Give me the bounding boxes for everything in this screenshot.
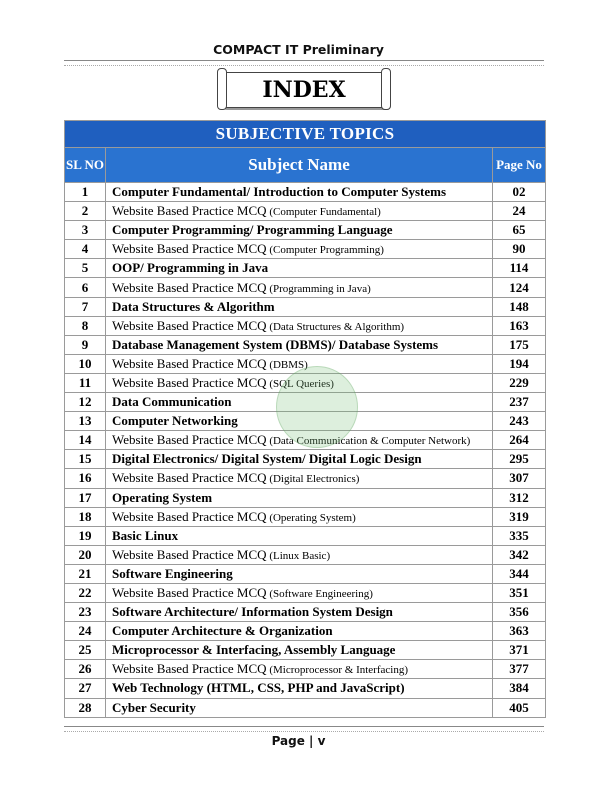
subject-title: Digital Electronics/ Digital System/ Digital Logic Design bbox=[112, 451, 422, 467]
subject-name bbox=[106, 316, 493, 335]
subject-title: Website Based Practice MCQ bbox=[112, 470, 267, 486]
subject-note: (Data Communication & Computer Network) bbox=[266, 435, 471, 448]
subject-title: Computer Networking bbox=[112, 413, 238, 429]
page-number-cell: 319 bbox=[493, 507, 546, 526]
page-number-cell: 363 bbox=[493, 622, 546, 641]
subject-title: Website Based Practice MCQ bbox=[112, 508, 267, 524]
page-number-cell: 02 bbox=[493, 183, 546, 202]
table-row bbox=[65, 698, 546, 717]
subject-title: Data Communication bbox=[112, 394, 232, 410]
subject-name bbox=[106, 450, 493, 469]
table-row bbox=[65, 183, 546, 202]
page-number-cell: 229 bbox=[493, 373, 546, 392]
document-header: COMPACT IT Preliminary bbox=[213, 42, 384, 57]
row-number: 25 bbox=[65, 641, 106, 660]
row-number: 27 bbox=[65, 679, 106, 698]
subject-name bbox=[106, 202, 493, 221]
row-number: 18 bbox=[65, 507, 106, 526]
subject-title: Computer Programming/ Programming Language bbox=[112, 222, 393, 238]
header-divider bbox=[64, 60, 544, 66]
subject-title: Data Structures & Algorithm bbox=[112, 298, 275, 314]
table-row bbox=[65, 240, 546, 259]
subject-title: Web Technology (HTML, CSS, PHP and JavaScript) bbox=[112, 680, 405, 696]
table-row bbox=[65, 278, 546, 297]
table-body bbox=[65, 183, 546, 718]
subject-name bbox=[106, 335, 493, 354]
subject-note: (SQL Queries) bbox=[266, 377, 334, 390]
page-number-cell: 295 bbox=[493, 450, 546, 469]
page-number-cell: 90 bbox=[493, 240, 546, 259]
row-number: 22 bbox=[65, 583, 106, 602]
page-number-cell: 384 bbox=[493, 679, 546, 698]
subject-title: Computer Fundamental/ Introduction to Computer Systems bbox=[112, 184, 447, 200]
row-number: 6 bbox=[65, 278, 106, 297]
row-number: 5 bbox=[65, 259, 106, 278]
index-title: INDEX bbox=[262, 77, 346, 103]
subject-note: (Digital Electronics) bbox=[266, 473, 360, 486]
page-number-cell: 344 bbox=[493, 564, 546, 583]
subject-title: Software Architecture/ Information System Design bbox=[112, 604, 393, 620]
page-number: Page | v bbox=[271, 734, 326, 748]
table-header-row bbox=[65, 148, 546, 183]
subject-name bbox=[106, 354, 493, 373]
row-number: 17 bbox=[65, 488, 106, 507]
row-number: 2 bbox=[65, 202, 106, 221]
subject-title: Cyber Security bbox=[112, 699, 196, 715]
index-banner bbox=[221, 68, 387, 110]
subject-title: Computer Architecture & Organization bbox=[112, 623, 333, 639]
subject-title: Operating System bbox=[112, 489, 213, 505]
row-number: 8 bbox=[65, 316, 106, 335]
page-number-cell: 243 bbox=[493, 412, 546, 431]
row-number: 10 bbox=[65, 354, 106, 373]
subject-name bbox=[106, 183, 493, 202]
page-number-cell: 356 bbox=[493, 603, 546, 622]
subject-title: Website Based Practice MCQ bbox=[112, 203, 267, 219]
page-number-cell: 163 bbox=[493, 316, 546, 335]
col-header-name: Subject Name bbox=[106, 148, 493, 183]
row-number: 23 bbox=[65, 603, 106, 622]
subject-name bbox=[106, 297, 493, 316]
row-number: 1 bbox=[65, 183, 106, 202]
row-number: 7 bbox=[65, 297, 106, 316]
table-caption: SUBJECTIVE TOPICS bbox=[65, 121, 546, 148]
page-number-cell: 65 bbox=[493, 221, 546, 240]
row-number: 16 bbox=[65, 469, 106, 488]
subject-title: Website Based Practice MCQ bbox=[112, 241, 267, 257]
subject-note: (Linux Basic) bbox=[266, 549, 331, 562]
table-row bbox=[65, 507, 546, 526]
table-row bbox=[65, 641, 546, 660]
row-number: 4 bbox=[65, 240, 106, 259]
row-number: 3 bbox=[65, 221, 106, 240]
subject-name bbox=[106, 622, 493, 641]
page-number-cell: 24 bbox=[493, 202, 546, 221]
table-row bbox=[65, 583, 546, 602]
subject-name bbox=[106, 431, 493, 450]
subject-name bbox=[106, 373, 493, 392]
table-row bbox=[65, 202, 546, 221]
subject-name bbox=[106, 526, 493, 545]
page-number-cell: 335 bbox=[493, 526, 546, 545]
subject-name bbox=[106, 507, 493, 526]
table-row bbox=[65, 526, 546, 545]
subject-name bbox=[106, 603, 493, 622]
subject-title: Website Based Practice MCQ bbox=[112, 355, 267, 371]
page-number-cell: 342 bbox=[493, 545, 546, 564]
table-row bbox=[65, 564, 546, 583]
page-number-cell: 194 bbox=[493, 354, 546, 373]
subject-name bbox=[106, 469, 493, 488]
table-row bbox=[65, 545, 546, 564]
index-table bbox=[64, 120, 546, 718]
subject-name bbox=[106, 259, 493, 278]
subject-name bbox=[106, 679, 493, 698]
page-number-cell: 148 bbox=[493, 297, 546, 316]
page-number-cell: 405 bbox=[493, 698, 546, 717]
row-number: 14 bbox=[65, 431, 106, 450]
page-number-cell: 371 bbox=[493, 641, 546, 660]
subject-note: (Computer Programming) bbox=[266, 244, 384, 257]
row-number: 13 bbox=[65, 412, 106, 431]
table-row bbox=[65, 431, 546, 450]
subject-title: Database Management System (DBMS)/ Database Systems bbox=[112, 336, 439, 352]
subject-name bbox=[106, 564, 493, 583]
subject-note: (Data Structures & Algorithm) bbox=[266, 320, 405, 333]
subject-name bbox=[106, 412, 493, 431]
row-number: 20 bbox=[65, 545, 106, 564]
table-row bbox=[65, 603, 546, 622]
subject-name bbox=[106, 641, 493, 660]
table-row bbox=[65, 354, 546, 373]
table-row bbox=[65, 221, 546, 240]
page-number-cell: 124 bbox=[493, 278, 546, 297]
page-number-cell: 114 bbox=[493, 259, 546, 278]
subject-name bbox=[106, 698, 493, 717]
row-number: 28 bbox=[65, 698, 106, 717]
subject-title: Website Based Practice MCQ bbox=[112, 661, 267, 677]
subject-title: Microprocessor & Interfacing, Assembly Language bbox=[112, 642, 396, 658]
page-number-cell: 307 bbox=[493, 469, 546, 488]
table-row bbox=[65, 297, 546, 316]
row-number: 26 bbox=[65, 660, 106, 679]
subject-title: Website Based Practice MCQ bbox=[112, 374, 267, 390]
subject-note: (Programming in Java) bbox=[266, 282, 371, 295]
row-number: 11 bbox=[65, 373, 106, 392]
table-row bbox=[65, 316, 546, 335]
subject-title: Website Based Practice MCQ bbox=[112, 546, 267, 562]
subject-title: Software Engineering bbox=[112, 565, 233, 581]
page-number-cell: 312 bbox=[493, 488, 546, 507]
page-number-cell: 264 bbox=[493, 431, 546, 450]
row-number: 21 bbox=[65, 564, 106, 583]
table-row bbox=[65, 450, 546, 469]
row-number: 19 bbox=[65, 526, 106, 545]
table-row bbox=[65, 660, 546, 679]
subject-note: (Microprocessor & Interfacing) bbox=[266, 664, 408, 677]
subject-name bbox=[106, 393, 493, 412]
subject-title: Website Based Practice MCQ bbox=[112, 317, 267, 333]
subject-note: (Computer Fundamental) bbox=[266, 206, 381, 219]
table-row bbox=[65, 412, 546, 431]
subject-name bbox=[106, 278, 493, 297]
subject-name bbox=[106, 240, 493, 259]
subject-note: (DBMS) bbox=[266, 358, 308, 371]
table-caption-row bbox=[65, 121, 546, 148]
subject-name bbox=[106, 583, 493, 602]
page-number-cell: 351 bbox=[493, 583, 546, 602]
table-row bbox=[65, 393, 546, 412]
subject-name bbox=[106, 545, 493, 564]
subject-note: (Software Engineering) bbox=[266, 588, 373, 601]
table-row bbox=[65, 259, 546, 278]
table-row bbox=[65, 335, 546, 354]
table-row bbox=[65, 488, 546, 507]
page-number-cell: 175 bbox=[493, 335, 546, 354]
subject-name bbox=[106, 660, 493, 679]
subject-note: (Operating System) bbox=[266, 511, 356, 524]
table-row bbox=[65, 469, 546, 488]
row-number: 12 bbox=[65, 393, 106, 412]
page-number-cell: 237 bbox=[493, 393, 546, 412]
subject-title: Basic Linux bbox=[112, 527, 179, 543]
subject-title: OOP/ Programming in Java bbox=[112, 260, 269, 276]
table-row bbox=[65, 373, 546, 392]
subject-title: Website Based Practice MCQ bbox=[112, 279, 267, 295]
col-header-sl: SL NO bbox=[65, 148, 106, 183]
subject-name bbox=[106, 488, 493, 507]
subject-title: Website Based Practice MCQ bbox=[112, 432, 267, 448]
col-header-page: Page No bbox=[493, 148, 546, 183]
subject-title: Website Based Practice MCQ bbox=[112, 585, 267, 601]
row-number: 9 bbox=[65, 335, 106, 354]
table-row bbox=[65, 622, 546, 641]
page-number-cell: 377 bbox=[493, 660, 546, 679]
row-number: 24 bbox=[65, 622, 106, 641]
footer-divider bbox=[64, 726, 544, 732]
subject-name bbox=[106, 221, 493, 240]
row-number: 15 bbox=[65, 450, 106, 469]
table-row bbox=[65, 679, 546, 698]
